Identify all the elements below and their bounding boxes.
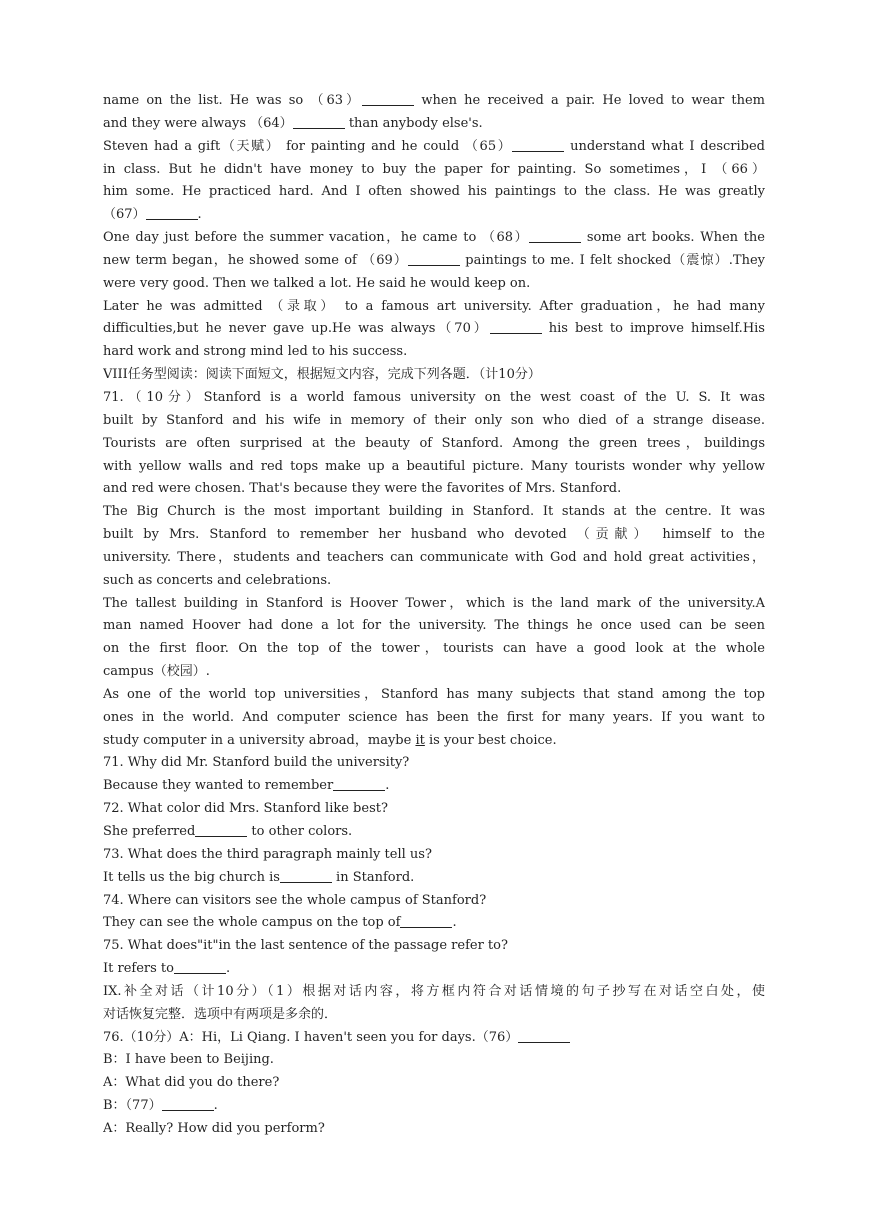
text-line [103,1072,765,1095]
line-text: 76.（10分）A：Hi，Li Qiang. I haven't seen you for days.（76） [103,1029,519,1045]
line-text-after: understand what I described [564,138,765,154]
line-text: 71. Why did Mr. Stanford build the university? [103,755,410,771]
line-text-after: . [385,778,390,794]
line-text: IX.补全对话（计10分）（1）根据对话内容，将方框内符合对话情境的句子抄写在对话空白处，使 [103,983,765,999]
line-text: 72. What color did Mrs. Stanford like best? [103,801,388,817]
line-text: She preferred [103,824,196,839]
answer-blank[interactable] [162,1096,214,1111]
line-text: built by Mrs. Stanford to remember her husband who devoted （贡献） himself to the [103,527,765,543]
text-line [103,364,765,387]
answer-blank[interactable] [490,319,542,334]
line-text: B：（77） [103,1098,162,1114]
line-text-after: in Stanford. [331,869,415,885]
text-line [103,273,765,296]
text-line [103,250,765,273]
line-text-after: is your best choice. [424,732,557,748]
line-text: It refers to [103,961,174,977]
line-text: campus（校园）. [103,664,210,680]
text-line [103,341,765,364]
answer-blank[interactable] [146,205,198,220]
line-text: They can see the whole campus on the top of [103,915,401,931]
text-line [103,1027,765,1050]
answer-blank[interactable] [333,776,385,791]
text-line [103,958,765,981]
text-line [103,1095,765,1118]
line-text: The tallest building in Stanford is Hoover Tower，which is the land mark of the university.A [103,595,765,611]
line-text: A：Really? How did you perform? [103,1120,325,1136]
line-text: 73. What does the third paragraph mainly tell us? [103,846,432,862]
line-text: new term began，he showed some of （69） [103,252,409,268]
answer-blank[interactable] [280,868,332,883]
text-line [103,638,765,661]
line-text: Tourists are often surprised at the beauty of Stanford. Among the green trees，buildings [103,435,765,451]
answer-blank[interactable] [529,228,581,243]
text-line [103,661,765,684]
text-line [103,547,765,570]
line-text-after: . [225,961,231,977]
line-text: Because they wanted to remember [103,778,334,794]
answer-blank[interactable] [293,114,345,129]
text-line [103,204,765,227]
line-text-after: his best to improve himself.His [541,321,765,337]
line-text: university. There，students and teachers can communicate with God and hold great activities， [103,549,765,565]
line-text-after: to other colors. [247,824,353,839]
text-line [103,707,765,730]
text-line [103,1049,765,1072]
underlined-word: it [415,732,425,748]
text-line [103,593,765,616]
line-text-after: than anybody else's. [344,115,483,131]
line-text: study computer in a university abroad，maybe [103,732,416,748]
text-line [103,113,765,136]
line-text: on the first floor. On the top of the tower，tourists can have a good look at the whole [103,641,765,657]
text-line [103,775,765,798]
text-line [103,935,765,958]
text-line [103,821,765,844]
line-text: difficulties,but he never gave up.He was always（70） [103,321,490,337]
line-text: 对话恢复完整．选项中有两项是多余的． [103,1006,338,1022]
text-line [103,570,765,593]
line-text: hard work and strong mind led to his success. [103,344,408,360]
line-text: man named Hoover had done a lot for the university. The things he once used can be seen [103,618,765,634]
line-text: Steven had a gift（天赋） for painting and he could （65） [103,138,513,154]
answer-blank[interactable] [362,91,414,106]
exam-page [103,90,765,1141]
text-line [103,478,765,501]
answer-blank[interactable] [408,251,460,266]
line-text: with yellow walls and red tops make up a beautiful picture. Many tourists wonder why yellow [103,458,765,474]
line-text-after: when he received a pair. He loved to wear them [414,93,765,108]
text-line [103,798,765,821]
text-line [103,912,765,935]
line-text: As one of the world top universities，Stanford has many subjects that stand among the top [103,686,765,702]
answer-blank[interactable] [518,1028,570,1043]
line-text: It tells us the big church is [103,869,280,885]
text-line [103,159,765,182]
text-line [103,296,765,319]
text-line [103,524,765,547]
text-line [103,844,765,867]
line-text: were very good. Then we talked a lot. He said he would keep on. [103,275,531,291]
line-text-after: . [197,207,202,223]
text-line [103,433,765,456]
text-line [103,867,765,890]
line-text-after: some art books. When the [581,230,765,246]
line-text: （67） [103,207,146,223]
line-text: ones in the world. And computer science has been the first for many years. If you want to [103,709,765,725]
text-line [103,136,765,159]
text-line [103,90,765,113]
line-text: such as concerts and celebrations. [103,572,332,588]
line-text-after: . [213,1098,218,1114]
line-text: Later he was admitted （录取） to a famous art university. After graduation，he had many [103,298,765,314]
text-line [103,981,765,1004]
text-line [103,615,765,638]
line-text-after: . [452,915,457,931]
line-text: The Big Church is the most important building in Stanford. It stands at the centre. It was [103,504,765,520]
text-line [103,501,765,524]
text-line [103,227,765,250]
text-line [103,684,765,707]
line-text: 75. What does"it"in the last sentence of the passage refer to? [103,938,508,954]
line-text: and red were chosen. That's because they were the favorites of Mrs. Stanford. [103,481,622,497]
line-text-after: paintings to me. I felt shocked（震惊）.They [460,252,765,268]
text-line [103,318,765,341]
line-text: name on the list. He was so （63） [103,93,363,108]
answer-blank[interactable] [400,913,452,928]
text-line [103,730,765,753]
answer-blank[interactable] [174,959,226,974]
line-text: B：I have been to Beijing. [103,1052,274,1068]
line-text: built by Stanford and his wife in memory of their only son who died of a strange disease. [103,412,765,428]
text-line [103,387,765,410]
text-line [103,410,765,433]
line-text: in class. But he didn't have money to buy the paper for painting. So sometimes，I （66） [103,161,765,177]
line-text: A：What did you do there? [103,1075,280,1091]
text-line [103,1118,765,1141]
line-text: 71.（10分）Stanford is a world famous university on the west coast of the U. S. It was [103,389,765,405]
text-line [103,181,765,204]
answer-blank[interactable] [195,822,247,837]
text-line [103,752,765,775]
line-text: him some. He practiced hard. And I often showed his paintings to the class. He was greatly [103,184,765,200]
line-text: and they were always （64） [103,115,293,131]
text-line [103,456,765,479]
answer-blank[interactable] [512,137,564,152]
line-text: VIII任务型阅读：阅读下面短文，根据短文内容，完成下列各题．（计10分） [103,367,541,383]
line-text: 74. Where can visitors see the whole campus of Stanford? [103,892,487,908]
text-line [103,890,765,913]
line-text: One day just before the summer vacation，he came to （68） [103,230,530,246]
text-line [103,1004,765,1027]
